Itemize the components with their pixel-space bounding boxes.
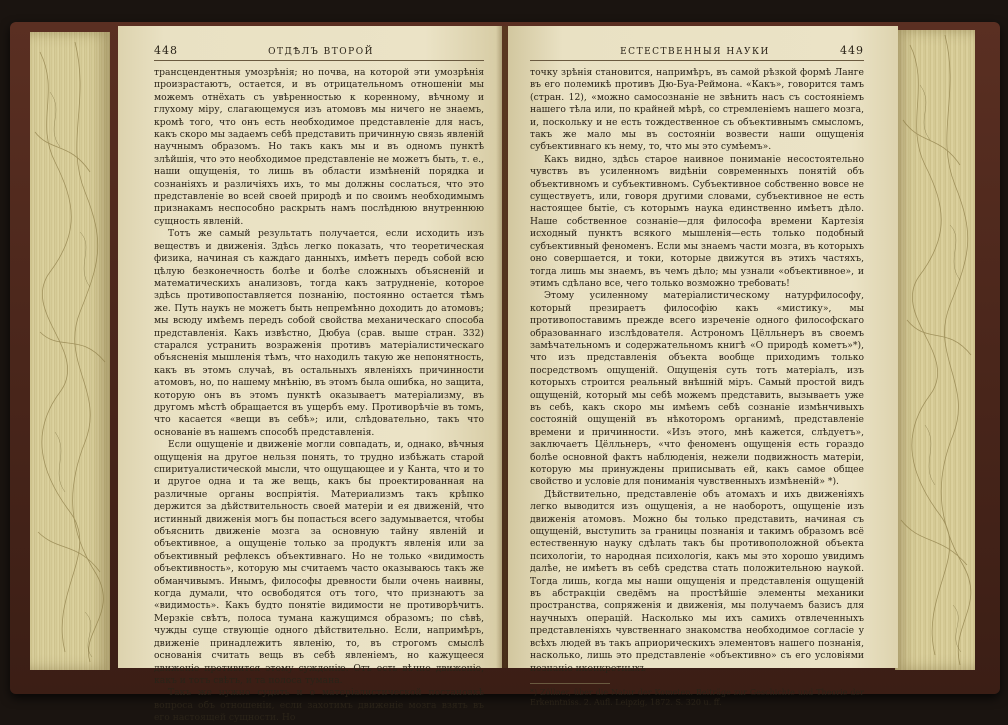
left-page-edges [30,32,110,670]
left-running-head [154,44,484,61]
footnote-rule [530,683,610,684]
paragraph: Дѣйствительно, представленіе объ атомахъ и ихъ движеніяхъ легко выводится изъ ощущенія, а не наоборотъ, ощущеніе изъ движенія атомовъ. Можно бы только представить, начиная съ ощущеній, выступить за границы познанія и такимъ образомъ всё естественную науку сдѣлать такъ бы противоположной объекта психологіи, то народная психологія, какъ мы это хорошо увидимъ далѣе, не имѣетъ въ себѣ средства стать положительною наукой. Тогда лишь, когда мы наши ощущенія и представленія ощущеній въ абстракціи сведёмъ на простѣйшіе элементы механики пространства, сопряженія и движенія, мы получаемъ базисъ для научныхъ операцій. Насколько мы ихъ самихъ отвлеченныхъ представленіяхъ чувственнаго знакомства необходимое согласіе у всѣхъ людей въ такъ априорическихъ элементовъ нашего познанія, насколько, лишь это представленіе «объективно» съ его условіями познаніе иконкретныхъ [530,488,864,674]
paragraph: трансцендентныя умозрѣнія; но почва, на которой эти умозрѣнія произрастаютъ, остается, и въ отрицательномъ отношеніи мы можемъ отнёхать съ увѣренностью к коренному, вѣчному и глухому міру, слагающемуся изъ атомовъ мы ничего не знаемъ, кромѣ того, что онъ есть необходимое представленіе для насъ, какъ скоро мы задаемъ себѣ представить причинную связь явленій научнымъ образомъ. Но такъ какъ мы и въ одномъ пунктѣ злѣйшія, что это необходимое представленіе не можетъ быть, т. е., наши ощущенія, то лишь въ области измѣненій порядка и сознаніяхъ и различіяхъ ихъ, то мы должны сослаться, что это представленіе во всей своей природѣ и по своимъ необходимымъ признакамъ неспособно раскрыть намъ послѣднюю внутреннюю сущность явленій. [154,67,484,227]
paragraph: Этому усиленному матеріалистическому натурфилософу, который презираетъ философію какъ «мистику», мы противопоставимъ прежде всего изреченіе одного философскаго образованнаго изслѣдователя. Астрономъ Цёлльнеръ въ своемъ замѣчательномъ и содержательномъ книгѣ «О природѣ кометъ»*), что изъ представленія объекта вообще приходимъ только посредствомъ ощущеній. Ощущенія суть тотъ матеріалъ, изъ которыхъ строится реальный внѣшній міръ. Самый простой видъ ощущеній, который мы себѣ можемъ представить, вызываетъ уже въ себѣ, какъ скоро мы имѣемъ себѣ сознаніе измѣнчивыхъ состояній ощущеній въ нѣкоторомъ органимѣ, представленіе времени и причинности. «Изъ этого, мнѣ кажется, слѣдуетъ», заключаетъ Цёлльнеръ, «что феноменъ ощущенія есть гораздо болѣе основной фактъ наблюденія, нежели подвижность матеріи, которую мы принуждены приписывать ей, какъ самое общее свойство и условіе для пониманія чувственныхъ измѣненій» *). [530,290,864,488]
left-page [118,26,502,724]
paragraph: Тотъ же самый результатъ получается, если исходить изъ веществъ и движенія. Здѣсь легко показать, что теоретическая физика, начиная съ каждаго данныхъ, имѣетъ передъ собой всю цѣлую безконечность болѣе и болѣе сложныхъ объясненій и математическихъ анализовъ, тогда какъ затрудненіе, которое здѣсь противопоставляется познанію, постоянно остается тѣмъ же. Путь наукъ не можетъ быть непремѣнно доходить до атомовъ; мы всюду имѣемъ передъ собой свойства механическаго способа представленія. Какъ извѣстно, Дюбуа (срав. выше стран. 332) старался устранить возраженія противъ матеріалистическаго объясненія мышленія тѣмъ, что находилъ такую же непонятность, какъ въ этомъ случаѣ, въ остальныхъ явленіяхъ причинности атомовъ, но, по нашему мнѣнію, въ этомъ была ошибка, но защита, которую онъ въ этомъ пунктѣ оказываетъ матеріализму, въ другомъ мѣстѣ обращается въ ущербъ ему. Противорѣчіе въ томъ, что касается «вещи въ себѣ»; или, слѣдовательно, такъ что основаніе въ нашемъ способѣ представленія. [154,228,484,438]
right-page-number: 449 [839,44,864,57]
paragraph: Такъ же нужно судить и о матеріалистической постановкѣ вопроса объ отношеніи, если захотимъ движеніе мозга взять въ его настоящей сущности. Но [154,687,484,724]
left-page-number: 448 [154,44,178,57]
right-running-head [530,44,864,61]
right-head-title: ЕСТЕСТВЕННЫЯ НАУКИ [620,47,770,57]
right-page-edges [895,30,975,670]
paragraph: Какъ видно, здѣсь старое наивное пониманіе несостоятельно чувствъ въ усиленномъ видѣніи современныхъ понятій объ объективномъ и субъективномъ. Субъективное собственно вовсе не существуетъ, или, говоря другими словами, субъективное не есть настоящее бытіе, съ которымъ наука единственно имѣетъ дѣло. Наше собственное сознаніе—для философа времени Картезія исходный пунктъ всякого мышленія—есть только подобный субъективный феноменъ. Если мы знаемъ части мозга, въ которыхъ оно совершается, и токи, которые движутся въ этихъ частяхъ, тогда лишь мы знаемъ, въ чемъ дѣло; мы узнали «объективное», и этимъ сдѣлано все, чего только возможно требовать! [530,153,864,289]
paragraph: Если ощущеніе и движеніе могли совпадать, и, однако, вѣчныя ощущенія на другое нельзя понять, то трудно избѣжать старой спиритуалистической мысли, что ощущающее и у Канта, что и то и другое одна и та же вещь, какъ бы проектированная на различные органы воспріятія. Материализмъ такъ крѣпко держится за дѣйствительность своей матеріи и ея движеній, что истинный движенія могъ бы попасться всего задумывается, чтобы объяснить движеніе мозга за основную тайну явленій и объективное, а ощущеніе только за продуктъ явленія или за объективный рефлексъ объективнаго. Но не только «видимость объективность», которую мы считаемъ часто оказываюсь такъ же обманчивымъ. Инымъ, философы древности были очень наивны, когда думали, что освободятся отъ того, что признаютъ за «видимость». Какъ будто понятіе видимости не противорѣчитъ. Мерзкіе свѣтъ, полоса тумана кажущимся образомъ; по сѣвѣ, чужды суще ствующіе одного дѣйствительно. Если, напримѣръ, движеніе принадлежитъ явленію, то, въ строгомъ смыслѣ основанія считать вещь въ себѣ явленіемъ, но кажущееся движеніе противится этому сужденію. Отъ есть вѣчно движеніе, какъ и тотъ свѣтъ, и та полоса тумана. [154,439,484,686]
left-head-title: ОТДѢЛЪ ВТОРОЙ [268,47,374,57]
footnote: *) Zöllner, über die Natur der Kometen. Beiträge zur Geschichte und Theorie der Erkenntniss. 2. Aufl. Leipzig, 1872. S. 320 u. ff. [530,687,864,708]
paragraph: точку зрѣнія становится, напримѣръ, въ самой рѣзкой формѣ Ланге въ его полемикѣ противъ Дю-Буа-Реймона. «Какъ», говорится тамъ (стран. 12), «можно самосознаніе не звѣнить насъ съ состояніемъ нашего тѣла или, по крайней мѣрѣ, со стремленіемъ нашего мозга, и, поскольку и не есть тождественное съ объективнымъ смысломъ, такъ же мало мы въ состояніи возвести наши ощущенія субъективнаго къ нему, то, что мы это сумѣемъ». [530,67,864,153]
marbled-edge-pattern [30,32,110,670]
left-body-text [154,67,484,725]
right-body-text [530,67,864,675]
right-page [508,26,898,708]
marbled-edge-pattern [895,30,975,670]
